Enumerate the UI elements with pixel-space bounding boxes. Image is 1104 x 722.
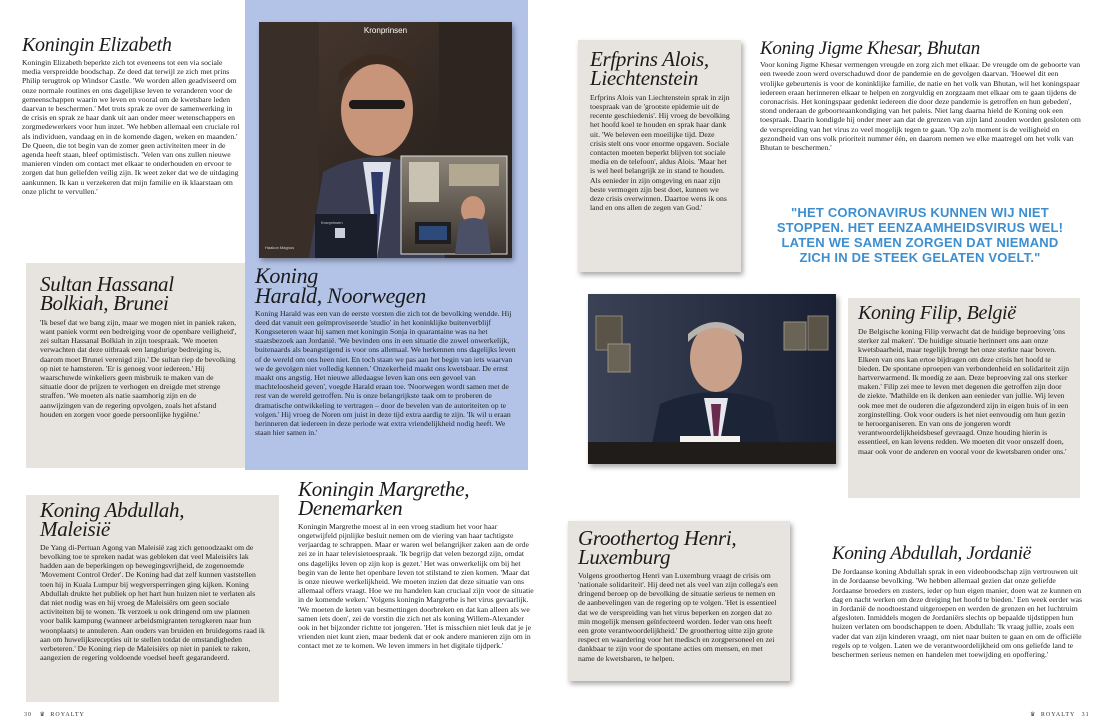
footer-left bbox=[24, 711, 85, 718]
pull-quote-line3: LATEN WE SAMEN ZORGEN DAT NIEMAND bbox=[781, 235, 1059, 250]
article-margrethe bbox=[298, 480, 536, 702]
article-filip bbox=[848, 298, 1080, 498]
footer-right bbox=[1030, 711, 1090, 718]
title-harald-line2: Harald, Noorwegen bbox=[255, 282, 426, 308]
title-margrethe-line1: Koningin Margrethe, bbox=[298, 480, 470, 501]
filip-speech-image bbox=[588, 294, 836, 464]
filip-photo bbox=[588, 294, 836, 464]
body-alois: Erfprins Alois van Liechtenstein sprak in zijn toespraak van de 'grootste epidemie uit de recente geschiedenis'. Hij vroeg de bevolking het hoofd koel te houden en sprak haar dank uit. 'We beleven een moeilijke tijd. Deze crisis stelt ons voor enorme opgaven. Sociale contacten moeten beperkt blijven tot sociale media en de telefoon', aldus Alois. 'Maar het is wel heel belangrijk ze in stand te houden. Als eenieder in zijn omgeving en naar zijn beste vermogen zijn best doet, kunnen we deze crisis overwinnen. Daartoe wens ik ons land en ons allen de zegen van God.' bbox=[590, 92, 730, 213]
title-alois-line2: Liechtenstein bbox=[590, 65, 699, 90]
video-label-bottom: Haakon Magnus bbox=[265, 245, 295, 250]
page-number-left: 30 bbox=[24, 712, 32, 718]
body-hassanal: 'Ik besef dat we bang zijn, maar we mogen niet in paniek raken, want paniek vormt een bedreiging voor de openbare veiligheid', zei sultan Hassanal Bolkiah in zijn toespraak. 'We moeten verwachten dat deze uitbraak een langdurige bedreiging is, daarom moet Brunei verenigd zijn.' De sultan riep de bevolking op niet te hamsteren. 'Er is genoeg voor iedereen.' Hij waarschuwde winkeliers geen misbruik te maken van de situatie door de prijzen te verhogen en dreigde met strenge straffen. 'We moeten als natie saamhorig zijn en de aanwijzingen van de regering opvolgen, zoals het afstand houden en zorgen voor goede persoonlijke hygiëne.' bbox=[40, 317, 237, 419]
pull-quote-line1: "HET CORONAVIRUS KUNNEN WIJ NIET bbox=[791, 205, 1049, 220]
title-abdullah-maleisie-line2: Maleisië bbox=[40, 516, 110, 541]
body-filip: De Belgische koning Filip verwacht dat de huidige beproeving 'ons sterker zal maken'. 'De huidige situatie herinnert ons aan onze kwetsbaarheid, maar tegelijk brengt het onze sterkte naar boven. Elkeen van ons kan ertoe bijdragen om deze crisis het hoofd te bieden. De spontane oproepen van verbondenheid en solidariteit zijn hartverwarmend. Ik moedig ze aan. Deze beproeving zal ons sterker maken.' Filip zei mee te leven met degenen die getroffen zijn door de ziekte. 'Mathilde en ik denken aan eenieder van jullie. Wij leven ook mee met de ouderen die afgezonderd zijn in eigen huis of in een zorginstelling. Ook voor ouders is het niet eenvoudig om hun gezin te heroorganiseren. En van ons de jongeren wordt verantwoordelijkheidsbesef gevraagd. Onze houding hierin is essentieel, en kan levens redden. We moeten dit voor onszelf doen, maar ook voor de anderen en vooral voor de kwetsbaren onder ons.' bbox=[858, 327, 1070, 456]
harald-photo bbox=[259, 22, 512, 258]
title-henri-line1: Groothertog Henri, bbox=[578, 526, 737, 550]
article-alois bbox=[578, 40, 741, 272]
page-number-right: 31 bbox=[1081, 712, 1090, 718]
title-elizabeth: Koningin Elizabeth bbox=[22, 36, 172, 56]
title-hassanal-line2: Bolkiah, Brunei bbox=[40, 290, 169, 315]
pull-quote-line2: STOPPEN. HET EENZAAMHEIDSVIRUS WEL! bbox=[776, 220, 1064, 235]
article-elizabeth bbox=[22, 36, 240, 248]
body-jigme: Voor koning Jigme Khesar vermengen vreugde en zorg zich met elkaar. De vreugde om de geboorte van een tweede zoon werd overschaduwd door de pandemie en de gevolgen daarvan. 'Hoewel dit een vrolijke gebeurtenis is voor de koninklijke familie, de natie en het volk van Bhutan, wil het koningspaar iedereen eraan herinneren elkaar te helpen en zorgvuldig en zorgzaam met elkaar om te gaan tijdens de coronacrisis. Het koningspaar gedenkt iedereen die door deze pandemie is getroffen en hun gebeden', stond onderaan de geboorteaankondiging van het paleis. Niet lang daarna hield de Koning ook een toespraak. Daarin kondigde hij onder meer aan dat de grenzen van zijn land zouden worden gesloten om de verspreiding van het virus zo veel mogelijk tegen te gaan. 'Op zo'n moment is de veiligheid en gezondheid van ons volk prioriteit nummer één, en daarom nemen we elke maatregel om het volk van Bhutan te beschermen.' bbox=[760, 60, 1081, 152]
title-jigme: Koning Jigme Khesar, Bhutan bbox=[760, 40, 980, 59]
title-margrethe bbox=[298, 480, 536, 518]
laptop-caption: Kronprinsen bbox=[321, 220, 343, 225]
crown-icon: ♛ bbox=[1030, 712, 1037, 718]
body-henri: Volgens groothertog Henri van Luxemburg vraagt de crisis om 'nationale solidariteit'. Hij deed net als veel van zijn collega's een dringend beroep op de bevolking de situatie serieus te nemen en de aanbevelingen van de regering op te volgen. 'Het is essentieel dat we de verspreiding van het virus beperken en zorgen dat zo min mogelijk mensen geïnfecteerd worden. Ieder van ons heeft een grote verantwoordelijkheid.' De groothertog uitte zijn grote respect en waardering voor het medisch en zorgpersoneel en zei dankbaar te zijn voor de spontane acties om mensen, en met name de kwetsbaren, te helpen. bbox=[578, 570, 778, 663]
brand-left: ROYALTY bbox=[50, 712, 85, 718]
body-abdullah-jordanie: De Jordaanse koning Abdullah sprak in een videoboodschap zijn vertrouwen uit in de Jordaanse bevolking. 'We hebben allemaal gezien dat onze geliefde Jordaanse broeders en zusters, ieder op hun eigen manier, doen wat ze kunnen en dag en nacht werken om deze dreiging het hoofd te bieden.' Een week eerder was in Jordanië de noodtoestand uitgeroepen en werden de grenzen en het luchtruim afgesloten. Inmiddels mogen de Jordaniërs slechts op bepaalde tijdstippen hun huizen verlaten om boodschappen te doen. Abdullah: 'Ik vraag jullie, zoals een vader dat van zijn kinderen vraagt, om niet naar buiten te gaan en om de officiële regels op te volgen. Laten we de verantwoordelijkheid om ons geliefde land te beschermen serieus nemen en handelen met toewijding en opoffering.' bbox=[832, 567, 1083, 659]
title-harald-line1: Koning bbox=[255, 263, 318, 288]
title-henri bbox=[578, 526, 780, 569]
article-jigme bbox=[760, 40, 1082, 180]
title-abdullah-jordanie: Koning Abdullah, Jordanië bbox=[832, 545, 1031, 564]
body-harald: Koning Harald was een van de eerste vorsten die zich tot de bevolking wendde. Hij deed dat vanuit een geïmproviseerde 'studio' in het koninklijke buitenverblijf Kongsseteren waar hij samen met koningin Sonja in quarantaine was na het staatsbezoek aan Jordanië. 'We bevinden ons in een situatie die zowel onwerkelijk, buitenaards als beangstigend is voor ons allemaal. We herkennen ons dagelijks leven of de wereld om ons heen niet. En toch staan we pas aan het begin van iets waarvan we de gevolgen niet volledig kennen.' Onzekerheid maakt ons kwetsbaar. De ernst maakt ons angstig. Het nieuwe alledaagse leven kan ons een gevoel van machteloosheid geven', voegde Harald eraan toe. 'Noorwegen wordt samen met de rest van de wereld getroffen. Nu is onze belangrijkste taak om te proberen de dramatische ontwikkeling te vertragen – door de bevelen van de autoriteiten op te volgen.' Hij vroeg de Noren om juist in deze tijd extra aardig te zijn. 'Ik wil u eraan herinneren dat iedereen in deze periode wat extra vriendelijkheid nodig heeft. We staan hier samen in.' bbox=[255, 308, 516, 438]
crown-icon: ♛ bbox=[39, 712, 46, 718]
article-harald bbox=[245, 0, 528, 470]
title-alois-line1: Erfprins Alois, bbox=[590, 47, 709, 71]
pull-quote-line4: ZICH IN DE STEEK GELATEN VOELT." bbox=[799, 250, 1041, 265]
brand-right: ROYALTY bbox=[1040, 712, 1076, 718]
title-filip: Koning Filip, België bbox=[858, 302, 1016, 324]
article-henri bbox=[568, 521, 790, 681]
title-henri-line2: Luxemburg bbox=[578, 544, 671, 569]
article-abdullah-maleisie bbox=[26, 495, 279, 702]
title-abdullah-maleisie bbox=[40, 498, 265, 541]
body-margrethe: Koningin Margrethe moest al in een vroeg stadium het voor haar ongetwijfeld pijnlijke besluit nemen om de viering van haar tachtigste verjaardag te schrappen. Maar er waren wel belangrijker zaken aan de orde zei ze in haar televisietoespraak. 'Ik begrijp dat velen bezorgd zijn, omdat ons dagelijks leven op zijn kop is gezet.' Het was onwerkelijk om bij het begin van de lente het openbare leven tot stilstand te zien komen. 'Maar dat is onze nieuwe werkelijkheid. We moeten inzien dat deze situatie van ons allemaal offers vraagt. Hoe we nu handelen kan cruciaal zijn voor de situatie in de komende weken.' Volgens koningin Margrethe is het virus gevaarlijk. 'We moeten de keten van besmettingen doorbreken en dat kan alleen als we samen iets doen', zei de vorstin die zich net als koning Willem-Alexander ook in het bijzonder richtte tot jongeren. 'Het is misschien niet leuk dat je je vrienden niet kunt zien, maar bedenk dat er ook andere manieren zijn om in contact met ze te komen. We leven immers in het digitale tijdperk.' bbox=[298, 521, 534, 651]
title-harald bbox=[255, 263, 521, 308]
pull-quote bbox=[765, 205, 1075, 265]
title-hassanal-line1: Sultan Hassanal bbox=[40, 272, 174, 296]
title-alois bbox=[590, 47, 731, 90]
article-hassanal bbox=[26, 263, 251, 468]
title-hassanal bbox=[40, 272, 237, 315]
video-caption-top: Kronprinsen bbox=[363, 26, 408, 35]
body-elizabeth: Koningin Elizabeth beperkte zich tot eveneens tot een via sociale media verspreidde boodschap. Ze deed dat terwijl ze zich met prins Philip terugtrok op Windsor Castle. 'We worden allen geadviseerd om onze normale routines en ons dagelijkse leven te veranderen voor de gemeenschappen waarin we leven en vooral om de kwetsbare leden daarvan te beschermen.' Met trots sprak ze over de samenwerking in de crisis en sprak ze haar dank uit aan onder meer wetenschappers en zorgmedewerkers voor hun inzet. 'We hebben allemaal een cruciale rol als individuen, vandaag en in de komende dagen, weken en maanden.' De Queen, die tot begin van de zomer geen activiteiten meer in de agenda heeft staan, bleef optimistisch. 'Velen van ons zullen nieuwe manieren vinden om contact met elkaar te onderhouden en ervoor te zorgen dat hun geliefden veilig zijn. Ik weet zeker dat we de uitdaging aankunnen. Ik kan u verzekeren dat mijn familie en ik klaarstaan om onze plicht te vervullen.' bbox=[22, 58, 240, 196]
title-margrethe-line2: Denemarken bbox=[298, 495, 403, 520]
title-abdullah-maleisie-line1: Koning Abdullah, bbox=[40, 498, 185, 522]
harald-text-block bbox=[255, 263, 521, 438]
video-call-image bbox=[259, 22, 512, 258]
body-abdullah-maleisie: De Yang di-Pertuan Agong van Maleisië zag zich genoodzaakt om de bevolking toe te spreken nadat was gebleken dat veel Maleisiërs lak hadden aan de beperkingen op bewegingsvrijheid, de zogenoemde 'Movement Control Order'. De Koning had dat zelf kunnen vaststellen toen hij in Kuala Lumpur bij wegversperringen ging kijken. Koning Abdullah drukte het publiek op het hart hun huizen niet te verlaten als dat niet nodig was en hij vroeg de Maleisiërs om geen sociale activiteiten bij te wonen. 'Ik verzoek u ook dringend om uw plannen voor balik kampung (wanneer arbeidsmigranten terugkeren naar hun woonplaats) te annuleren. Aan ouders van bruiden en bruidegoms raad ik aan om huwelijksrecepties uit te stellen totdat de omstandigheden verbeteren.' De Koning riep de Maleisiërs op niet in paniek te raken, aangezien de regering voldoende voedsel heeft gegarandeerd. bbox=[40, 542, 265, 663]
article-abdullah-jordanie bbox=[832, 545, 1084, 705]
